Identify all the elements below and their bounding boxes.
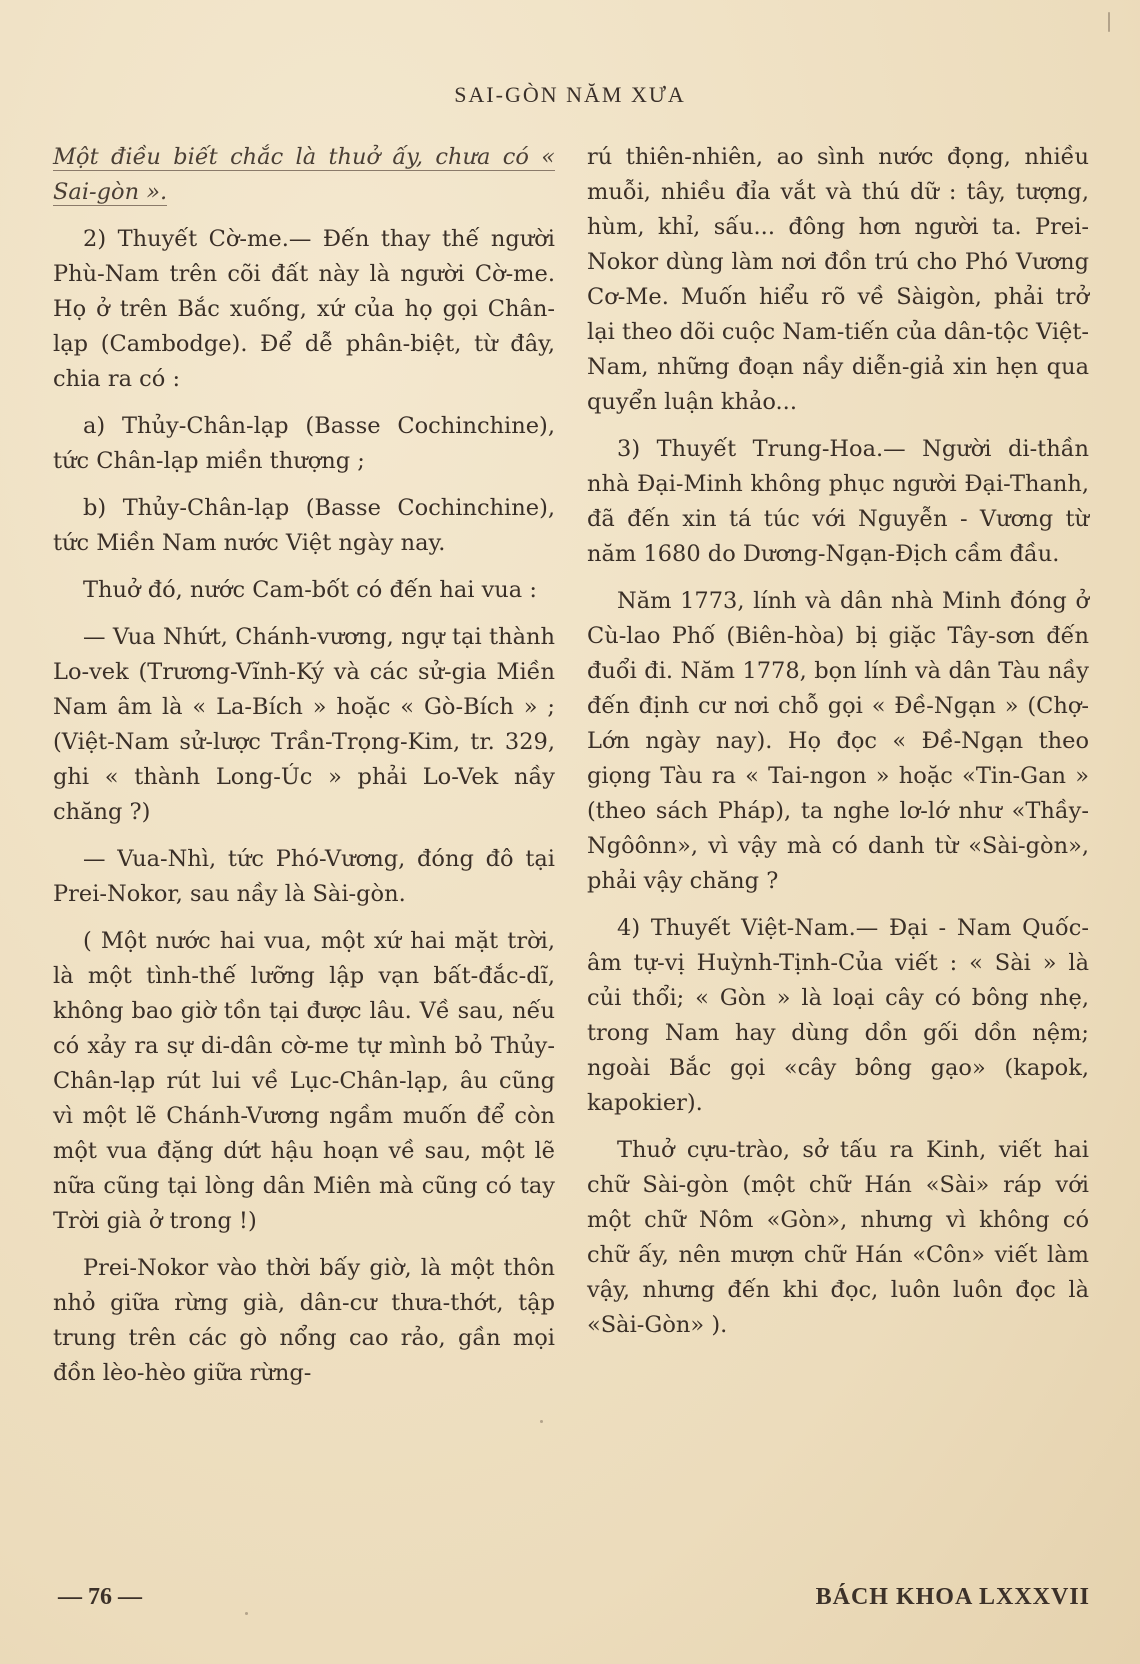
paragraph-first-king: — Vua Nhứt, Chánh-vương, ngự tại thành Lo-vek (Trương-Vĩnh-Ký và các sử-gia Miền Nam âm là « La-Bích » hoặc « Gò-Bích » ; (Việt-Nam sử-lược Trần-Trọng-Kim, tr. 329, ghi « thành Long-Úc » phải Lo-Vek nầy chăng ?): [53, 624, 555, 825]
paragraph-theory-khmer: 2) Thuyết Cờ-me.— Đến thay thế người Phù-Nam trên cõi đất này là người Cờ-me. Họ ở trên Bắc xuống, xứ của họ gọi Chân-lạp (Cambodge). Để dễ phân-biệt, từ đây, chia ra có :: [53, 226, 555, 392]
paragraph-prei-nokor: Prei-Nokor vào thời bấy giờ, là một thôn nhỏ giữa rừng già, dân-cư thưa-thớt, tập trung trên các gò nổng cao rảo, gần mọi đồn lèo-hèo giữa rừng-: [53, 1255, 555, 1386]
paragraph-item-a: a) Thủy-Chân-lạp (Basse Cochinchine), tức Chân-lạp miền thượng ;: [53, 413, 555, 474]
right-column: [587, 140, 1089, 1355]
publication-name: BÁCH KHOA LXXXVII: [815, 1584, 1090, 1610]
paragraph-two-kings: Thuở đó, nước Cam-bốt có đến hai vua :: [83, 577, 537, 603]
paragraph-second-king: — Vua-Nhì, tức Phó-Vương, đóng đô tại Prei-Nokor, sau nầy là Sài-gòn.: [53, 846, 555, 907]
paragraph-theory-vietnamese: 4) Thuyết Việt-Nam.— Đại - Nam Quốc-âm tự-vị Huỳnh-Tịnh-Của viết : « Sài » là củi thổi; « Gòn » là loại cây có bông nhẹ, trong Nam hay dùng dồn gối dồn nệm; ngoài Bắc gọi «cây bông gạo» (kapok, kapokier).: [587, 915, 1089, 1116]
paper-speck: [245, 1612, 248, 1615]
page-number: — 76 —: [58, 1584, 142, 1610]
paragraph-continuation: rú thiên-nhiên, ao sình nước đọng, nhiều muỗi, nhiều đỉa vắt và thú dữ : tây, tượng, hùm, khỉ, sấu... đông hơn người ta. Prei-Nokor dùng làm nơi đồn trú cho Phó Vương Cơ-Me. Muốn hiểu rõ về Sàigòn, phải trở lại theo dõi cuộc Nam-tiến của dân-tộc Việt-Nam, những đoạn nầy diễn-giả xin hẹn qua quyển luận khảo...: [587, 144, 1089, 415]
running-title: SAI-GÒN NĂM XƯA: [454, 82, 686, 107]
left-column: [53, 140, 555, 1403]
lead-line-text: Một điều biết chắc là thuở ấy, chưa có « Sai-gòn ».: [53, 144, 555, 205]
paper-speck: [540, 1420, 543, 1423]
paragraph-theory-chinese: 3) Thuyết Trung-Hoa.— Người di-thần nhà Đại-Minh không phục người Đại-Thanh, đã đến xin tá túc với Nguyễn - Vương từ năm 1680 do Dương-Ngạn-Địch cầm đầu.: [587, 436, 1089, 567]
paragraph-year-1773: Năm 1773, lính và dân nhà Minh đóng ở Cù-lao Phố (Biên-hòa) bị giặc Tây-sơn đến đuổi đi. Năm 1778, bọn lính và dân Tàu nầy đến định cư nơi chỗ gọi « Đề-Ngạn » (Chợ-Lớn ngày nay). Họ đọc « Đề-Ngạn theo giọng Tàu ra « Tai-ngon » hoặc «Tin-Gan » (theo sách Pháp), ta nghe lơ-lớ như «Thầy-Ngôônn», vì vậy mà có danh từ «Sài-gòn», phải vậy chăng ?: [587, 588, 1089, 894]
lead-line: [53, 140, 555, 210]
paper-speck: [1108, 12, 1110, 32]
paragraph-item-b: b) Thủy-Chân-lạp (Basse Cochinchine), tức Miền Nam nước Việt ngày nay.: [53, 495, 555, 556]
paragraph-one-country-two-kings: ( Một nước hai vua, một xứ hai mặt trời, là một tình-thế lưỡng lập vạn bất-đắc-dĩ, không bao giờ tồn tại được lâu. Về sau, nếu có xảy ra sự di-dân cờ-me tự mình bỏ Thủy-Chân-lạp rút lui về Lục-Chân-lạp, âu cũng vì một lẽ Chánh-Vương ngầm muốn để còn một vua đặng dứt hậu hoạn về sau, một lẽ nữa cũng tại lòng dân Miên mà cũng có tay Trời già ở trong !): [53, 928, 555, 1234]
paragraph-old-regime: Thuở cựu-trào, sở tấu ra Kinh, viết hai chữ Sài-gòn (một chữ Hán «Sài» ráp với một chữ Nôm «Gòn», nhưng vì không có chữ ấy, nên mượn chữ Hán «Côn» viết làm vậy, nhưng đến khi đọc, luôn luôn đọc là «Sài-Gòn» ).: [587, 1137, 1089, 1338]
